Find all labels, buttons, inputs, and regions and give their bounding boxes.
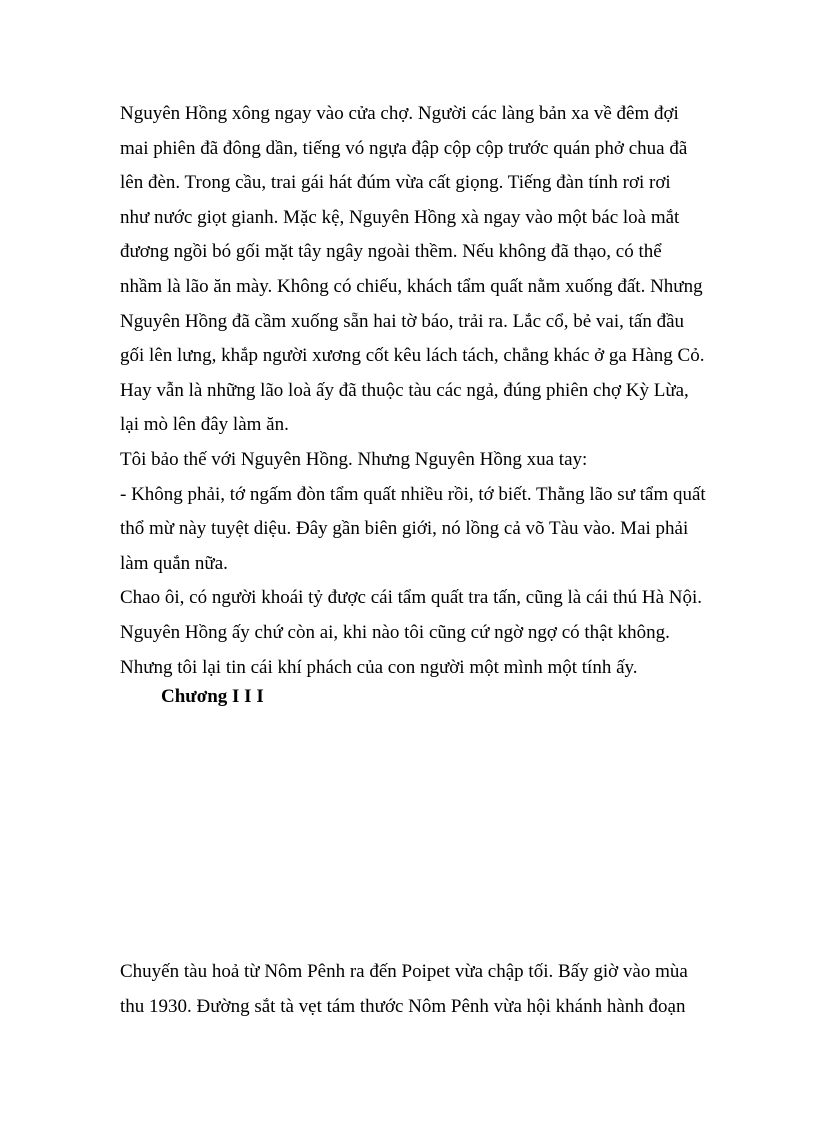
text-line: lại mò lên đây làm ăn. [120, 414, 289, 436]
text-line: thu 1930. Đường sắt tà vẹt tám thước Nôm Pênh vừa hội khánh hành đoạn [120, 995, 686, 1017]
text-line: Nguyên Hồng ấy chứ còn ai, khi nào tôi cũng cứ ngờ ngợ có thật không. [120, 621, 670, 643]
body-text-block-1 [120, 97, 710, 685]
text-line: nhầm là lão ăn mày. Không có chiếu, khách tẩm quất nằm xuống đất. Nhưng [120, 275, 703, 297]
text-line: Tôi bảo thế với Nguyên Hồng. Nhưng Nguyên Hồng xua tay: [120, 448, 588, 470]
text-line: Nguyên Hồng xông ngay vào cửa chợ. Người các làng bản xa về đêm đợi [120, 103, 679, 124]
text-line: Hay vẫn là những lão loà ấy đã thuộc tàu các ngả, đúng phiên chợ Kỳ Lừa, [120, 379, 689, 401]
text-line: như nước giọt gianh. Mặc kệ, Nguyên Hồng xà ngay vào một bác loà mắt [120, 206, 680, 228]
text-line: làm quắn nữa. [120, 552, 228, 574]
text-line: Chuyến tàu hoả từ Nôm Pênh ra đến Poipet vừa chập tối. Bấy giờ vào mùa [120, 961, 688, 982]
text-line: Nguyên Hồng đã cầm xuống sẵn hai tờ báo, trải ra. Lắc cổ, bẻ vai, tấn đầu [120, 310, 685, 332]
text-line: Nhưng tôi lại tin cái khí phách của con người một mình một tính ấy. [120, 656, 638, 678]
text-line: - Không phải, tớ ngấm đòn tẩm quất nhiều rồi, tớ biết. Thằng lão sư tẩm quất [120, 483, 706, 505]
text-line: gối lên lưng, khắp người xương cốt kêu lách tách, chẳng khác ở ga Hàng Cỏ. [120, 345, 705, 367]
text-line: Chao ôi, có người khoái tỷ được cái tẩm quất tra tấn, cũng là cái thú Hà Nội. [120, 587, 703, 609]
body-text-block-2 [120, 955, 710, 1024]
chapter-heading: Chương I I I [161, 686, 264, 707]
text-line: lên đèn. Trong cầu, trai gái hát đúm vừa cất giọng. Tiếng đàn tính rơi rơi [120, 172, 671, 194]
text-line: thổ mừ này tuyệt diệu. Đây gần biên giới, nó lồng cả võ Tàu vào. Mai phải [120, 518, 689, 540]
text-line: mai phiên đã đông dần, tiếng vó ngựa đập cộp cộp trước quán phở chua đã [120, 137, 688, 159]
text-line: đương ngồi bó gối mặt tây ngây ngoài thềm. Nếu không đã thạo, có thể [120, 241, 662, 263]
